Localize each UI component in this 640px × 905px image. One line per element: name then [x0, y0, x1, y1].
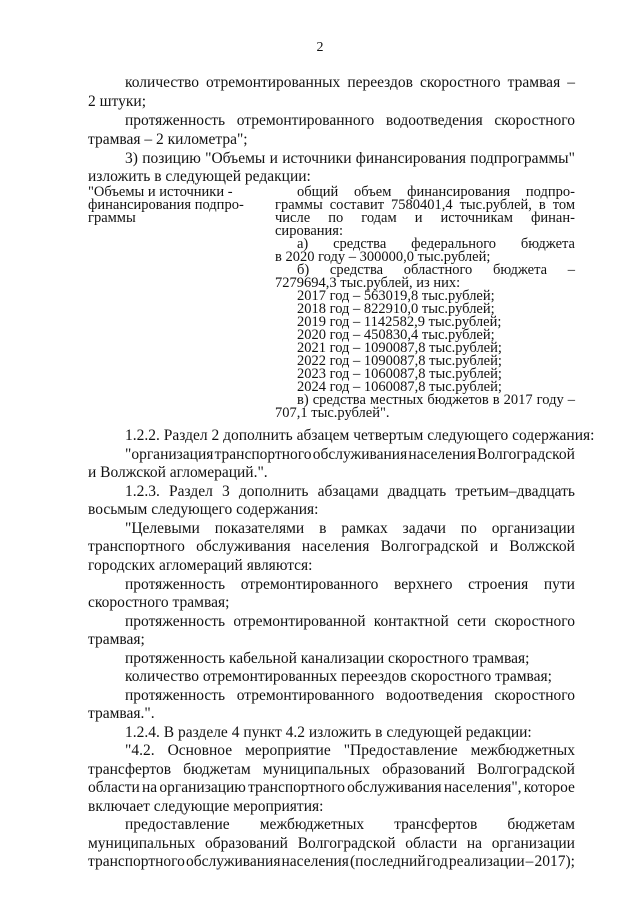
word: год: [426, 853, 448, 870]
word: общий: [297, 184, 339, 200]
word: трансфертов: [88, 761, 172, 778]
text-line: [88, 779, 575, 797]
word: населения: [281, 853, 349, 870]
word: контактной: [373, 613, 449, 630]
word: отремонтированного: [236, 687, 375, 704]
text-line: [125, 742, 575, 760]
page-number: 2: [316, 40, 324, 55]
word: организации: [491, 520, 575, 537]
text-line: [125, 112, 575, 130]
word: подпрограммы": [470, 150, 575, 167]
word: количество: [125, 74, 199, 91]
table-left-line: финансирования подпро-: [88, 197, 244, 213]
word: населения: [301, 538, 370, 555]
text-line: количество отремонтированных переездов скоростного трамвая;: [125, 668, 552, 685]
word: транспортного: [248, 779, 345, 796]
word: Волгоградской: [477, 446, 575, 463]
word: –: [567, 262, 575, 278]
word: муниципальных: [88, 835, 196, 852]
table-right-line: 707,1 тыс.рублей".: [275, 405, 390, 421]
word: протяженность: [125, 112, 226, 129]
table-right-line: в 2020 году – 300000,0 тыс.рублей;: [275, 249, 491, 265]
word: в: [492, 392, 500, 408]
word: годам: [361, 210, 397, 226]
word: организации: [491, 835, 575, 852]
word: предоставление: [125, 816, 230, 833]
word: переездов: [347, 74, 413, 91]
text-line: восьмым следующего содержания:: [88, 501, 319, 518]
word: отремонтированных: [206, 74, 341, 91]
table-right-line: 2024 год – 1060087,8 тыс.рублей;: [297, 379, 502, 395]
table-left-line: "Объемы и источники -: [88, 184, 233, 200]
word: и: [269, 150, 278, 167]
word: двадцать: [387, 483, 447, 500]
text-line: [125, 446, 575, 464]
word: б): [297, 262, 310, 278]
word: реализации: [448, 853, 525, 870]
word: областного: [403, 262, 473, 278]
text-line: трамвая.".: [88, 705, 155, 722]
word: верхнего: [393, 576, 453, 593]
word: мероприятие: [245, 742, 331, 759]
word: бюджетам: [507, 816, 575, 833]
word: году: [536, 392, 564, 408]
word: в: [319, 520, 327, 537]
word: задачи: [402, 520, 446, 537]
word: водоотведения: [385, 112, 483, 129]
word: бюджетов: [427, 392, 489, 408]
word: обслуживания: [312, 446, 408, 463]
text-line: [125, 483, 575, 501]
word: позицию: [142, 150, 201, 167]
text-line: 1.2.2. Раздел 2 дополнить абзацем четвертым следующего содержания:: [125, 427, 595, 444]
word: транспортного: [214, 446, 312, 463]
word: составит: [329, 197, 385, 213]
word: скоростного: [494, 687, 575, 704]
word: отремонтированной: [233, 613, 366, 630]
table-right-line: [275, 199, 575, 213]
word: Основное: [167, 742, 233, 759]
word: (последний: [349, 853, 426, 870]
table-right-line: сирования:: [275, 223, 344, 239]
word: скоростного: [419, 74, 501, 91]
text-line: [125, 613, 575, 631]
text-line: и Волжской агломераций.".: [88, 464, 268, 481]
text-line: трамвая;: [88, 631, 145, 648]
word: 2017: [503, 392, 533, 408]
text-line: протяженность кабельной канализации скоростного трамвая;: [125, 650, 530, 667]
word: показателями: [214, 520, 305, 537]
text-line: трамвая – 2 километра";: [88, 131, 248, 148]
word: межбюджетных: [259, 816, 365, 833]
table-right-line: 2022 год – 1090087,8 тыс.рублей;: [297, 353, 502, 369]
word: финансирования: [407, 184, 511, 200]
word: отремонтированного: [236, 112, 375, 129]
word: обслуживания: [347, 779, 442, 796]
text-line: [125, 816, 575, 834]
table-left-line: граммы: [88, 210, 136, 226]
table-right-line: 2018 год – 822910,0 тыс.рублей;: [297, 301, 495, 317]
text-line: [125, 576, 575, 594]
word: трамвая: [507, 74, 561, 91]
word: населения",: [443, 779, 522, 796]
word: Раздел: [169, 483, 213, 500]
word: том: [552, 197, 575, 213]
word: образований: [205, 835, 288, 852]
word: "Целевыми: [125, 520, 200, 537]
word: области: [405, 835, 458, 852]
text-line: изложить в следующей редакции:: [88, 168, 311, 185]
word: финансирования: [355, 150, 466, 167]
word: числе: [275, 210, 311, 226]
text-line: скоростного трамвая;: [88, 594, 230, 611]
text-line: [125, 150, 575, 168]
word: обслуживания: [196, 538, 291, 555]
word: строения: [468, 576, 529, 593]
word: скоростного: [494, 613, 575, 630]
text-line: 1.2.4. В разделе 4 пункт 4.2 изложить в следующей редакции:: [125, 724, 532, 741]
word: межбюджетных: [470, 742, 575, 759]
word: протяженность: [125, 687, 226, 704]
word: по: [328, 210, 344, 226]
word: и: [414, 210, 423, 226]
word: скоростного: [494, 112, 575, 129]
word: в): [297, 392, 309, 408]
word: образований: [382, 761, 466, 778]
word: федерального: [411, 236, 497, 252]
text-line: городских агломераций являются:: [88, 557, 313, 574]
text-line: [88, 761, 575, 779]
word: протяженность: [125, 613, 226, 630]
word: тыс.рублей,: [459, 197, 532, 213]
text-line: [88, 538, 575, 556]
word: дополнить: [238, 483, 309, 500]
word: водоотведения: [385, 687, 483, 704]
word: отремонтированного: [240, 576, 379, 593]
word: и: [489, 538, 499, 555]
word: финан-: [531, 210, 575, 226]
word: рамках: [341, 520, 388, 537]
word: 2017);: [534, 853, 575, 870]
word: бюджета: [492, 262, 548, 278]
word: области: [88, 779, 140, 796]
word: источники: [282, 150, 352, 167]
word: 3: [221, 483, 230, 500]
table-right-line: 7279694,3 тыс.рублей, из них:: [275, 275, 461, 291]
text-line: 2 штуки;: [88, 93, 147, 110]
word: средства: [329, 262, 384, 278]
word: абзацами: [317, 483, 379, 500]
text-line: [88, 853, 575, 871]
word: Волгоградской: [380, 538, 479, 555]
word: бюджетам: [183, 761, 251, 778]
word: населения: [408, 446, 476, 463]
word: а): [297, 236, 309, 252]
word: "Предоставление: [343, 742, 458, 759]
word: на: [466, 835, 483, 852]
word: 7580401,4: [391, 197, 453, 213]
word: "4.2.: [125, 742, 155, 759]
table-right-line: 2020 год – 450830,4 тыс.рублей;: [297, 327, 495, 343]
word: протяженность: [125, 576, 226, 593]
word: в: [538, 197, 546, 213]
table-right-line: 2019 год – 1142582,9 тыс.рублей;: [297, 314, 502, 330]
word: –: [567, 74, 575, 91]
word: Волгоградской: [297, 835, 396, 852]
text-line: [88, 835, 575, 853]
word: "Объемы: [205, 150, 266, 167]
word: по: [460, 520, 477, 537]
text-line: [125, 520, 575, 538]
word: подпро-: [525, 184, 575, 200]
word: муниципальных: [262, 761, 371, 778]
text-line: включает следующие мероприятия:: [88, 798, 324, 815]
word: –: [567, 392, 575, 408]
word: сети: [457, 613, 487, 630]
word: транспортного: [88, 853, 185, 870]
word: транспортного: [88, 538, 185, 555]
text-line: [125, 74, 575, 92]
word: которое: [523, 779, 575, 796]
word: источникам: [440, 210, 513, 226]
word: обслуживания: [185, 853, 281, 870]
word: средства: [333, 236, 387, 252]
word: 3): [125, 150, 138, 167]
word: пути: [543, 576, 575, 593]
word: третьим–двадцать: [455, 483, 575, 500]
word: организацию: [159, 779, 246, 796]
word: местных: [369, 392, 424, 408]
word: объем: [354, 184, 392, 200]
word: бюджета: [520, 236, 575, 252]
table-right-line: 2017 год – 563019,8 тыс.рублей;: [297, 288, 495, 304]
word: 1.2.3.: [125, 483, 160, 500]
word: Волжской: [509, 538, 575, 555]
word: трансфертов: [394, 816, 478, 833]
word: –: [525, 853, 534, 870]
table-right-line: 2021 год – 1090087,8 тыс.рублей;: [297, 340, 502, 356]
word: "организация: [125, 446, 214, 463]
word: на: [142, 779, 158, 796]
table-right-line: 2023 год – 1060087,8 тыс.рублей;: [297, 366, 502, 382]
word: средства: [312, 392, 366, 408]
word: Волгоградской: [477, 761, 575, 778]
word: граммы: [275, 197, 323, 213]
text-line: [125, 687, 575, 705]
